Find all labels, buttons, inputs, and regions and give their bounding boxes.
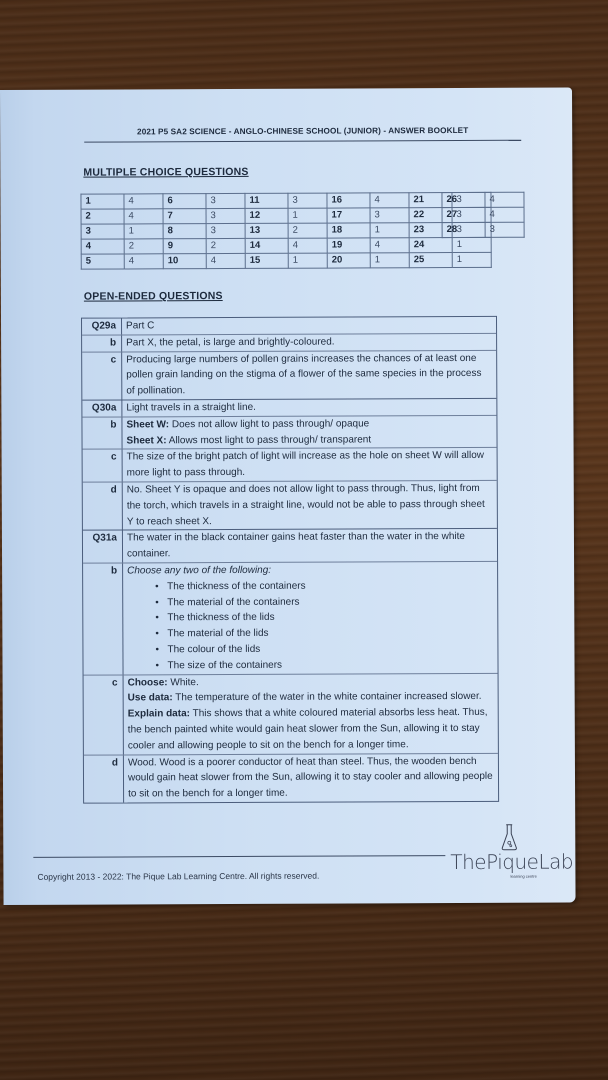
question-number: 15: [245, 253, 288, 268]
choose-label: Choose:: [127, 676, 168, 688]
list-item: • The size of the containers: [157, 657, 493, 674]
answer-value: 3: [370, 208, 409, 223]
answer-text: [123, 562, 497, 674]
answer-value: 1: [124, 224, 163, 239]
question-label: Q30a: [82, 400, 122, 416]
question-label: d: [83, 482, 123, 530]
question-number: 11: [245, 193, 288, 208]
question-number: 2: [81, 209, 124, 224]
sheet-x-line: [126, 431, 492, 448]
question-number: 13: [245, 223, 288, 238]
question-number: 5: [81, 254, 124, 269]
table-row: [81, 252, 491, 269]
answer-value: 2: [206, 238, 245, 253]
answer-value: 1: [288, 208, 327, 223]
oeq-section-title: OPEN-ENDED QUESTIONS: [83, 290, 223, 303]
list-item: • The thickness of the containers: [157, 578, 493, 595]
answer-text: The size of the bright patch of light will increase as the hole on sheet W will allow more light to pass through.: [126, 450, 485, 479]
question-number: 24: [409, 238, 452, 253]
answer-value: 3: [452, 222, 491, 237]
answer-value: 3: [206, 208, 245, 223]
answer-row-q30b: [82, 415, 496, 449]
answer-text: Part C: [126, 320, 155, 332]
explain-data-label: Explain data:: [127, 708, 190, 720]
question-number: 8: [163, 224, 206, 239]
answer-value: 4: [124, 194, 163, 209]
question-number: 25: [409, 253, 452, 268]
question-label: Q31a: [83, 531, 123, 563]
question-number: 27: [442, 207, 485, 222]
choose-line: [128, 673, 494, 690]
table-row: [442, 192, 524, 207]
sheet-x-text: Allows most light to pass through/ transparent: [166, 433, 372, 446]
answer-row-q31d: [84, 752, 498, 802]
answer-value: 3: [452, 192, 491, 207]
flask-icon: [500, 823, 518, 851]
sheet-w-text: Does not allow light to pass through/ opaque: [169, 418, 370, 431]
question-number: 21: [409, 193, 452, 208]
answer-text: [124, 673, 498, 754]
answer-value: 1: [452, 252, 491, 267]
answer-value: 2: [124, 239, 163, 254]
list-item: • The thickness of the lids: [157, 609, 493, 626]
list-item: • The colour of the lids: [157, 641, 493, 658]
answer-value: 1: [452, 237, 491, 252]
answer-text: [122, 416, 496, 449]
answer-text: The water in the black container gains heat faster than the water in the white container.: [126, 531, 465, 560]
answer-value: 4: [124, 254, 163, 269]
explain-data-text: This shows that a white coloured material absorbs less heat. Thus, the bench painted white would gain heat slower from the Sun, allowing it to stay cooler and allowing people to sit on the bench for a longer time.: [127, 707, 488, 752]
table-row: [442, 207, 524, 222]
answer-value: 1: [370, 223, 409, 238]
answer-row-q30d: [83, 480, 497, 530]
question-label: b: [83, 563, 123, 674]
question-number: 17: [327, 208, 370, 223]
piquelab-logo: [450, 823, 574, 884]
answer-row-q30a: [82, 398, 496, 417]
answer-value: 1: [370, 253, 409, 268]
answer-text: Light travels in a straight line.: [126, 401, 256, 414]
document-header: 2021 P5 SA2 SCIENCE - ANGLO-CHINESE SCHOOL (JUNIOR) - ANSWER BOOKLET: [84, 126, 521, 143]
answer-row-q31a: [83, 528, 497, 562]
sheet-w-line: [126, 416, 492, 433]
question-label: c: [84, 675, 124, 754]
logo-wordmark: ThePiqueLab: [450, 849, 574, 875]
answer-row-q29c: [82, 349, 496, 399]
answer-value: 4: [370, 193, 409, 208]
answer-value: 3: [206, 223, 245, 238]
explain-data-line: [128, 705, 494, 754]
question-number: 19: [327, 238, 370, 253]
answer-row-q30c: [83, 447, 497, 481]
mcq-section-title: MULTIPLE CHOICE QUESTIONS: [83, 165, 249, 179]
answer-value: 4: [124, 209, 163, 224]
answer-value: 4: [206, 253, 245, 268]
question-label: c: [83, 450, 123, 482]
answer-row-q31b: [83, 561, 497, 674]
variable-list: [127, 578, 493, 674]
answer-value: 4: [485, 207, 524, 222]
list-item: • The material of the lids: [157, 625, 493, 642]
answer-text: No. Sheet Y is opaque and does not allow light to pass through. Thus, light from the torch, which travels in a straight line, would not be able to pass through sheet Y to reach sheet X.: [126, 482, 485, 528]
list-item: • The material of the containers: [157, 593, 493, 610]
answer-value: 3: [452, 207, 491, 222]
question-number: 7: [163, 209, 206, 224]
answer-value: 3: [206, 193, 245, 208]
answer-intro: Choose any two of the following:: [127, 564, 272, 577]
question-number: 28: [442, 222, 485, 237]
question-number: 23: [409, 223, 452, 238]
question-number: 16: [327, 193, 370, 208]
answer-text: Producing large numbers of pollen grains increases the chances of at least one pollen grain landing on the stigma of a flower of the same species in the process of pollination.: [126, 352, 482, 397]
answer-value: 1: [288, 253, 327, 268]
question-number: 6: [163, 194, 206, 209]
question-label: Q29a: [82, 318, 122, 334]
answer-row-q29a: [82, 317, 496, 335]
answer-text: Part X, the petal, is large and brightly-coloured.: [126, 336, 335, 349]
sheet-x-label: Sheet X:: [126, 434, 167, 447]
question-number: 14: [245, 238, 288, 253]
question-number: 26: [442, 192, 485, 207]
table-row: [442, 222, 524, 237]
question-number: 12: [245, 208, 288, 223]
question-label: c: [82, 352, 122, 400]
answer-row-q29b: [82, 333, 496, 352]
copyright-notice: Copyright 2013 - 2022: The Pique Lab Learning Centre. All rights reserved.: [37, 870, 320, 882]
question-number: 9: [163, 239, 206, 254]
answer-value: 3: [288, 193, 327, 208]
footer-divider: [33, 855, 445, 858]
question-label: b: [82, 417, 122, 449]
answer-booklet-page: [0, 88, 576, 905]
sheet-w-label: Sheet W:: [126, 419, 170, 431]
mcq-answer-table: [80, 192, 491, 270]
question-number: 10: [163, 254, 206, 269]
choose-text: White.: [167, 676, 199, 688]
use-data-text: The temperature of the water in the white container increased slower.: [172, 691, 482, 704]
use-data-label: Use data:: [127, 692, 173, 704]
answer-value: 4: [485, 192, 524, 207]
question-number: 20: [327, 253, 370, 268]
question-number: 1: [81, 194, 124, 209]
logo-subtext: learning centre: [510, 873, 537, 879]
use-data-line: [128, 689, 494, 706]
mcq-answer-table-extra: [441, 192, 524, 238]
open-ended-answer-table: [81, 316, 499, 804]
answer-value: 3: [485, 222, 524, 237]
question-label: b: [82, 335, 122, 351]
question-number: 22: [409, 208, 452, 223]
answer-row-q31c: [84, 672, 498, 754]
answer-value: 4: [288, 238, 327, 253]
answer-text: Wood. Wood is a poorer conductor of heat than steel. Thus, the wooden bench would gain heat slower from the Sun, allowing it to stay cooler and allowing people to sit on the bench for a longer time.: [127, 755, 493, 800]
question-label: d: [84, 755, 124, 803]
answer-value: 2: [288, 223, 327, 238]
question-number: 3: [81, 224, 124, 239]
question-number: 4: [81, 239, 124, 254]
question-number: 18: [327, 223, 370, 238]
answer-value: 4: [370, 238, 409, 253]
